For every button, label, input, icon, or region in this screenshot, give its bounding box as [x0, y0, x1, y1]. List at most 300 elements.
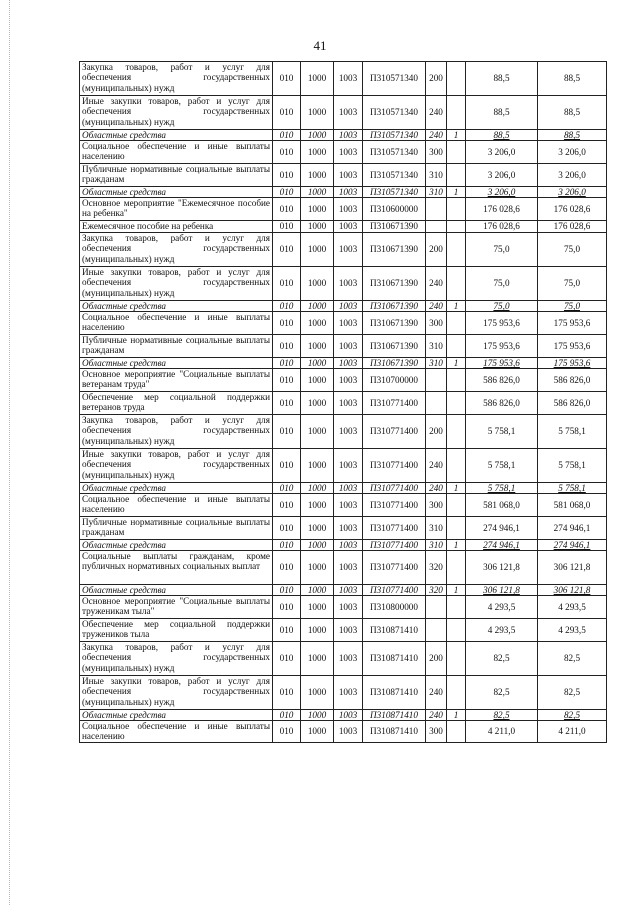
- row-description: Социальное обеспечение и иные выплаты населению: [80, 312, 273, 335]
- cell-target-article: П310600000: [363, 198, 426, 221]
- cell-funding-source: [447, 619, 466, 642]
- cell-target-article: П310771400: [363, 585, 426, 596]
- cell-amount-1: 306 121,8: [466, 551, 538, 585]
- cell-amount-2: 3 206,0: [538, 164, 607, 187]
- cell-funding-source: [447, 642, 466, 676]
- cell-section-code: 1000: [301, 585, 334, 596]
- cell-funding-source: 1: [447, 585, 466, 596]
- cell-target-article: П310571340: [363, 96, 426, 130]
- row-description: Областные средства: [80, 585, 273, 596]
- cell-ministry-code: 010: [273, 392, 301, 415]
- table-row: [80, 392, 607, 415]
- cell-section-code: 1000: [301, 619, 334, 642]
- cell-target-article: П310571340: [363, 164, 426, 187]
- table-row-regional-funds: [80, 710, 607, 721]
- page-number: 41: [313, 38, 327, 53]
- cell-ministry-code: 010: [273, 164, 301, 187]
- table-row-regional-funds: [80, 187, 607, 198]
- table-row: [80, 517, 607, 540]
- row-description: Публичные нормативные социальные выплаты гражданам: [80, 164, 273, 187]
- cell-expense-type: 240: [426, 267, 447, 301]
- row-description: Иные закупки товаров, работ и услуг для обеспечения государственных (муниципальных) нужд: [80, 96, 273, 130]
- cell-expense-type: 320: [426, 551, 447, 585]
- cell-funding-source: [447, 369, 466, 392]
- cell-amount-1: 175 953,6: [466, 358, 538, 369]
- cell-subsection-code: 1003: [334, 312, 363, 335]
- table-row: [80, 62, 607, 96]
- cell-target-article: П310671390: [363, 358, 426, 369]
- cell-amount-2: 88,5: [538, 62, 607, 96]
- cell-funding-source: [447, 494, 466, 517]
- table-row: [80, 551, 607, 585]
- table-row: [80, 233, 607, 267]
- cell-target-article: П310571340: [363, 130, 426, 141]
- row-description: Социальное обеспечение и иные выплаты населению: [80, 494, 273, 517]
- row-description: Областные средства: [80, 483, 273, 494]
- cell-section-code: 1000: [301, 710, 334, 721]
- table-row: [80, 312, 607, 335]
- cell-expense-type: 300: [426, 721, 447, 743]
- cell-target-article: П310771400: [363, 540, 426, 551]
- table-row: [80, 619, 607, 642]
- cell-amount-1: 3 206,0: [466, 164, 538, 187]
- cell-expense-type: 310: [426, 187, 447, 198]
- row-description: Областные средства: [80, 301, 273, 312]
- cell-expense-type: 300: [426, 141, 447, 164]
- cell-target-article: П310700000: [363, 369, 426, 392]
- cell-ministry-code: 010: [273, 710, 301, 721]
- cell-funding-source: [447, 141, 466, 164]
- cell-amount-2: 274 946,1: [538, 517, 607, 540]
- cell-amount-2: 82,5: [538, 710, 607, 721]
- row-description: Иные закупки товаров, работ и услуг для обеспечения государственных (муниципальных) нужд: [80, 676, 273, 710]
- cell-subsection-code: 1003: [334, 710, 363, 721]
- row-description: Закупка товаров, работ и услуг для обеспечения государственных (муниципальных) нужд: [80, 642, 273, 676]
- cell-target-article: П310671390: [363, 301, 426, 312]
- row-description: Закупка товаров, работ и услуг для обеспечения государственных (муниципальных) нужд: [80, 233, 273, 267]
- cell-section-code: 1000: [301, 551, 334, 585]
- cell-subsection-code: 1003: [334, 517, 363, 540]
- cell-ministry-code: 010: [273, 335, 301, 358]
- cell-amount-1: 4 293,5: [466, 596, 538, 619]
- cell-amount-1: 82,5: [466, 710, 538, 721]
- cell-funding-source: 1: [447, 483, 466, 494]
- cell-ministry-code: 010: [273, 721, 301, 743]
- cell-ministry-code: 010: [273, 187, 301, 198]
- row-description: Областные средства: [80, 130, 273, 141]
- cell-section-code: 1000: [301, 96, 334, 130]
- cell-amount-2: 274 946,1: [538, 540, 607, 551]
- cell-target-article: П310671390: [363, 233, 426, 267]
- cell-expense-type: 200: [426, 642, 447, 676]
- row-description: Областные средства: [80, 358, 273, 369]
- cell-expense-type: 240: [426, 449, 447, 483]
- cell-funding-source: [447, 676, 466, 710]
- cell-ministry-code: 010: [273, 642, 301, 676]
- cell-funding-source: 1: [447, 540, 466, 551]
- cell-subsection-code: 1003: [334, 141, 363, 164]
- row-description: Основное мероприятие "Ежемесячное пособие на ребенка": [80, 198, 273, 221]
- cell-ministry-code: 010: [273, 449, 301, 483]
- row-description: Публичные нормативные социальные выплаты гражданам: [80, 335, 273, 358]
- cell-amount-1: 5 758,1: [466, 449, 538, 483]
- scan-margin-line: [9, 0, 10, 905]
- cell-expense-type: 310: [426, 540, 447, 551]
- cell-target-article: П310771400: [363, 483, 426, 494]
- cell-ministry-code: 010: [273, 233, 301, 267]
- cell-target-article: П310771400: [363, 392, 426, 415]
- cell-amount-1: 306 121,8: [466, 585, 538, 596]
- cell-ministry-code: 010: [273, 198, 301, 221]
- cell-amount-1: 75,0: [466, 301, 538, 312]
- cell-funding-source: 1: [447, 130, 466, 141]
- cell-target-article: П310571340: [363, 141, 426, 164]
- cell-amount-2: 5 758,1: [538, 415, 607, 449]
- cell-amount-1: 82,5: [466, 642, 538, 676]
- cell-amount-2: 75,0: [538, 267, 607, 301]
- table-body: [80, 62, 607, 743]
- cell-expense-type: 240: [426, 301, 447, 312]
- cell-ministry-code: 010: [273, 130, 301, 141]
- cell-subsection-code: 1003: [334, 483, 363, 494]
- cell-target-article: П310671390: [363, 267, 426, 301]
- cell-subsection-code: 1003: [334, 187, 363, 198]
- table-row: [80, 335, 607, 358]
- cell-target-article: П310671390: [363, 221, 426, 233]
- cell-subsection-code: 1003: [334, 335, 363, 358]
- cell-ministry-code: 010: [273, 596, 301, 619]
- cell-amount-2: 175 953,6: [538, 312, 607, 335]
- cell-amount-1: 586 826,0: [466, 392, 538, 415]
- cell-amount-2: 5 758,1: [538, 449, 607, 483]
- cell-ministry-code: 010: [273, 551, 301, 585]
- row-description: Закупка товаров, работ и услуг для обеспечения государственных (муниципальных) нужд: [80, 415, 273, 449]
- cell-amount-2: 581 068,0: [538, 494, 607, 517]
- cell-ministry-code: 010: [273, 141, 301, 164]
- cell-expense-type: 240: [426, 130, 447, 141]
- table-row: [80, 221, 607, 233]
- cell-target-article: П310671390: [363, 312, 426, 335]
- cell-amount-2: 4 293,5: [538, 596, 607, 619]
- row-description: Иные закупки товаров, работ и услуг для обеспечения государственных (муниципальных) нужд: [80, 267, 273, 301]
- cell-subsection-code: 1003: [334, 164, 363, 187]
- cell-expense-type: 200: [426, 415, 447, 449]
- cell-expense-type: [426, 198, 447, 221]
- cell-subsection-code: 1003: [334, 596, 363, 619]
- row-description: Областные средства: [80, 187, 273, 198]
- cell-expense-type: [426, 369, 447, 392]
- cell-target-article: П310871410: [363, 721, 426, 743]
- cell-amount-1: 274 946,1: [466, 540, 538, 551]
- cell-amount-2: 586 826,0: [538, 369, 607, 392]
- cell-expense-type: 320: [426, 585, 447, 596]
- cell-section-code: 1000: [301, 449, 334, 483]
- cell-amount-1: 75,0: [466, 267, 538, 301]
- cell-section-code: 1000: [301, 642, 334, 676]
- cell-section-code: 1000: [301, 62, 334, 96]
- cell-amount-2: 75,0: [538, 233, 607, 267]
- table-row-regional-funds: [80, 301, 607, 312]
- cell-section-code: 1000: [301, 494, 334, 517]
- cell-amount-2: 586 826,0: [538, 392, 607, 415]
- cell-section-code: 1000: [301, 301, 334, 312]
- cell-subsection-code: 1003: [334, 619, 363, 642]
- cell-target-article: П310571340: [363, 62, 426, 96]
- cell-subsection-code: 1003: [334, 62, 363, 96]
- cell-section-code: 1000: [301, 483, 334, 494]
- cell-funding-source: [447, 392, 466, 415]
- cell-funding-source: [447, 415, 466, 449]
- table-row: [80, 267, 607, 301]
- cell-amount-2: 88,5: [538, 130, 607, 141]
- cell-subsection-code: 1003: [334, 130, 363, 141]
- cell-section-code: 1000: [301, 221, 334, 233]
- row-description: Обеспечение мер социальной поддержки тружеников тыла: [80, 619, 273, 642]
- row-description: Социальные выплаты гражданам, кроме публичных нормативных социальных выплат: [80, 551, 273, 585]
- budget-table-container: [79, 61, 606, 743]
- cell-expense-type: 200: [426, 62, 447, 96]
- cell-amount-1: 88,5: [466, 130, 538, 141]
- table-row-regional-funds: [80, 540, 607, 551]
- cell-section-code: 1000: [301, 392, 334, 415]
- table-row: [80, 596, 607, 619]
- cell-funding-source: [447, 267, 466, 301]
- cell-expense-type: 310: [426, 335, 447, 358]
- cell-funding-source: [447, 551, 466, 585]
- budget-table: [79, 61, 607, 743]
- table-row: [80, 369, 607, 392]
- row-description: Обеспечение мер социальной поддержки ветеранов труда: [80, 392, 273, 415]
- cell-section-code: 1000: [301, 141, 334, 164]
- cell-amount-2: 175 953,6: [538, 358, 607, 369]
- cell-section-code: 1000: [301, 415, 334, 449]
- cell-section-code: 1000: [301, 676, 334, 710]
- cell-amount-1: 4 293,5: [466, 619, 538, 642]
- cell-amount-1: 3 206,0: [466, 141, 538, 164]
- cell-amount-1: 175 953,6: [466, 312, 538, 335]
- cell-funding-source: [447, 198, 466, 221]
- cell-ministry-code: 010: [273, 312, 301, 335]
- cell-funding-source: [447, 517, 466, 540]
- cell-amount-2: 176 028,6: [538, 221, 607, 233]
- table-row-regional-funds: [80, 130, 607, 141]
- cell-target-article: П310871410: [363, 710, 426, 721]
- cell-section-code: 1000: [301, 721, 334, 743]
- table-row: [80, 141, 607, 164]
- cell-target-article: П310871410: [363, 642, 426, 676]
- cell-amount-1: 5 758,1: [466, 483, 538, 494]
- cell-amount-1: 5 758,1: [466, 415, 538, 449]
- cell-funding-source: [447, 596, 466, 619]
- cell-section-code: 1000: [301, 267, 334, 301]
- table-row: [80, 198, 607, 221]
- cell-section-code: 1000: [301, 198, 334, 221]
- cell-funding-source: [447, 721, 466, 743]
- cell-funding-source: 1: [447, 301, 466, 312]
- cell-expense-type: [426, 619, 447, 642]
- table-row-regional-funds: [80, 358, 607, 369]
- row-description: Основное мероприятие "Социальные выплаты труженикам тыла": [80, 596, 273, 619]
- cell-target-article: П310871410: [363, 676, 426, 710]
- cell-amount-2: 4 293,5: [538, 619, 607, 642]
- cell-amount-1: 581 068,0: [466, 494, 538, 517]
- cell-funding-source: 1: [447, 710, 466, 721]
- cell-amount-2: 5 758,1: [538, 483, 607, 494]
- cell-section-code: 1000: [301, 369, 334, 392]
- cell-ministry-code: 010: [273, 494, 301, 517]
- cell-target-article: П310771400: [363, 551, 426, 585]
- cell-amount-1: 4 211,0: [466, 721, 538, 743]
- cell-ministry-code: 010: [273, 301, 301, 312]
- cell-expense-type: 300: [426, 494, 447, 517]
- table-row: [80, 415, 607, 449]
- cell-ministry-code: 010: [273, 415, 301, 449]
- cell-funding-source: [447, 233, 466, 267]
- cell-amount-1: 88,5: [466, 62, 538, 96]
- cell-funding-source: [447, 312, 466, 335]
- cell-subsection-code: 1003: [334, 551, 363, 585]
- cell-ministry-code: 010: [273, 369, 301, 392]
- cell-subsection-code: 1003: [334, 721, 363, 743]
- cell-subsection-code: 1003: [334, 392, 363, 415]
- cell-expense-type: 240: [426, 676, 447, 710]
- table-row-regional-funds: [80, 483, 607, 494]
- cell-subsection-code: 1003: [334, 267, 363, 301]
- cell-section-code: 1000: [301, 540, 334, 551]
- cell-amount-1: 176 028,6: [466, 221, 538, 233]
- cell-target-article: П310571340: [363, 187, 426, 198]
- cell-subsection-code: 1003: [334, 494, 363, 517]
- cell-section-code: 1000: [301, 233, 334, 267]
- cell-ministry-code: 010: [273, 585, 301, 596]
- cell-amount-1: 175 953,6: [466, 335, 538, 358]
- cell-expense-type: 310: [426, 358, 447, 369]
- row-description: Публичные нормативные социальные выплаты гражданам: [80, 517, 273, 540]
- row-description: Закупка товаров, работ и услуг для обеспечения государственных (муниципальных) нужд: [80, 62, 273, 96]
- cell-ministry-code: 010: [273, 540, 301, 551]
- cell-funding-source: 1: [447, 187, 466, 198]
- cell-amount-2: 175 953,6: [538, 335, 607, 358]
- cell-funding-source: [447, 449, 466, 483]
- cell-target-article: П310771400: [363, 449, 426, 483]
- cell-subsection-code: 1003: [334, 301, 363, 312]
- cell-section-code: 1000: [301, 358, 334, 369]
- cell-ministry-code: 010: [273, 358, 301, 369]
- cell-section-code: 1000: [301, 187, 334, 198]
- cell-amount-1: 274 946,1: [466, 517, 538, 540]
- cell-ministry-code: 010: [273, 676, 301, 710]
- cell-subsection-code: 1003: [334, 233, 363, 267]
- cell-subsection-code: 1003: [334, 676, 363, 710]
- table-row: [80, 676, 607, 710]
- cell-subsection-code: 1003: [334, 642, 363, 676]
- cell-subsection-code: 1003: [334, 198, 363, 221]
- cell-amount-1: 3 206,0: [466, 187, 538, 198]
- cell-ministry-code: 010: [273, 96, 301, 130]
- cell-expense-type: 310: [426, 164, 447, 187]
- cell-expense-type: [426, 596, 447, 619]
- cell-funding-source: [447, 221, 466, 233]
- cell-subsection-code: 1003: [334, 540, 363, 551]
- table-row: [80, 96, 607, 130]
- cell-ministry-code: 010: [273, 517, 301, 540]
- row-description: Социальное обеспечение и иные выплаты населению: [80, 721, 273, 743]
- cell-funding-source: [447, 164, 466, 187]
- row-description: Иные закупки товаров, работ и услуг для обеспечения государственных (муниципальных) нужд: [80, 449, 273, 483]
- cell-ministry-code: 010: [273, 267, 301, 301]
- cell-amount-2: 4 211,0: [538, 721, 607, 743]
- cell-ministry-code: 010: [273, 483, 301, 494]
- cell-section-code: 1000: [301, 312, 334, 335]
- cell-target-article: П310671390: [363, 335, 426, 358]
- row-description: Областные средства: [80, 710, 273, 721]
- cell-amount-2: 82,5: [538, 642, 607, 676]
- cell-amount-1: 176 028,6: [466, 198, 538, 221]
- cell-subsection-code: 1003: [334, 585, 363, 596]
- cell-amount-1: 75,0: [466, 233, 538, 267]
- cell-subsection-code: 1003: [334, 221, 363, 233]
- cell-section-code: 1000: [301, 596, 334, 619]
- cell-funding-source: [447, 62, 466, 96]
- cell-target-article: П310871410: [363, 619, 426, 642]
- table-row: [80, 721, 607, 743]
- row-description: Основное мероприятие "Социальные выплаты ветеранам труда": [80, 369, 273, 392]
- table-row: [80, 642, 607, 676]
- table-row: [80, 164, 607, 187]
- cell-subsection-code: 1003: [334, 358, 363, 369]
- cell-amount-2: 3 206,0: [538, 141, 607, 164]
- cell-expense-type: 300: [426, 312, 447, 335]
- cell-amount-2: 3 206,0: [538, 187, 607, 198]
- cell-ministry-code: 010: [273, 62, 301, 96]
- table-row: [80, 449, 607, 483]
- table-row-regional-funds: [80, 585, 607, 596]
- cell-subsection-code: 1003: [334, 96, 363, 130]
- cell-expense-type: 240: [426, 710, 447, 721]
- row-description: Областные средства: [80, 540, 273, 551]
- cell-expense-type: 310: [426, 517, 447, 540]
- cell-amount-1: 88,5: [466, 96, 538, 130]
- cell-amount-2: 75,0: [538, 301, 607, 312]
- cell-subsection-code: 1003: [334, 369, 363, 392]
- cell-funding-source: [447, 96, 466, 130]
- cell-expense-type: [426, 392, 447, 415]
- cell-target-article: П310800000: [363, 596, 426, 619]
- cell-ministry-code: 010: [273, 619, 301, 642]
- cell-amount-1: 586 826,0: [466, 369, 538, 392]
- cell-section-code: 1000: [301, 517, 334, 540]
- cell-section-code: 1000: [301, 130, 334, 141]
- cell-expense-type: 240: [426, 483, 447, 494]
- cell-expense-type: 240: [426, 96, 447, 130]
- cell-amount-2: 88,5: [538, 96, 607, 130]
- cell-subsection-code: 1003: [334, 449, 363, 483]
- cell-amount-1: 82,5: [466, 676, 538, 710]
- table-row: [80, 494, 607, 517]
- cell-amount-2: 306 121,8: [538, 551, 607, 585]
- cell-target-article: П310771400: [363, 494, 426, 517]
- cell-expense-type: [426, 221, 447, 233]
- cell-amount-2: 306 121,8: [538, 585, 607, 596]
- cell-target-article: П310771400: [363, 517, 426, 540]
- row-description: Социальное обеспечение и иные выплаты населению: [80, 141, 273, 164]
- cell-section-code: 1000: [301, 335, 334, 358]
- cell-section-code: 1000: [301, 164, 334, 187]
- row-description: Ежемесячное пособие на ребенка: [80, 221, 273, 233]
- cell-target-article: П310771400: [363, 415, 426, 449]
- cell-expense-type: 200: [426, 233, 447, 267]
- cell-funding-source: 1: [447, 358, 466, 369]
